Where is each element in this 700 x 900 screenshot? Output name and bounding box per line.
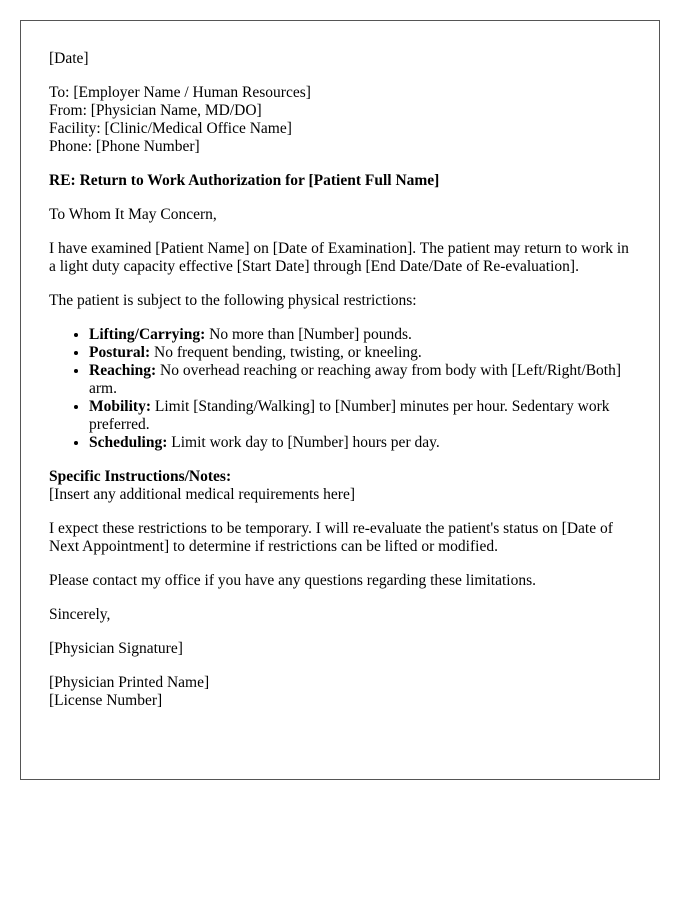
restriction-item-lifting [89,326,631,344]
letter-expectation: I expect these restrictions to be temporary. I will re-evaluate the patient's status on [Date of Next Appointment] to determine if restrictions can be lifted or modified. [49,520,613,555]
letter-intro: I have examined [Patient Name] on [Date of Examination]. The patient may return to work in a light duty capacity effective [Start Date] through [End Date/Date of Re-evaluation]. [49,240,629,275]
printed-name: [Physician Printed Name] [49,674,210,691]
notes-section [49,468,631,504]
restrictions-list [49,326,631,452]
restriction-label: Postural: [89,344,151,361]
letter-closing: Sincerely, [49,606,111,623]
restriction-label: Scheduling: [89,434,168,451]
header-from: From: [Physician Name, MD/DO] [49,102,262,119]
restriction-text: No overhead reaching or reaching away from body with [Left/Right/Both] arm. [89,362,622,397]
letter-header [49,84,631,156]
restriction-label: Mobility: [89,398,151,415]
signature-placeholder: [Physician Signature] [49,640,183,657]
restriction-text: Limit [Standing/Walking] to [Number] minutes per hour. Sedentary work preferred. [89,398,610,433]
header-phone: Phone: [Phone Number] [49,138,200,155]
restriction-text: No frequent bending, twisting, or kneeling. [150,344,422,361]
letter-page [20,20,660,780]
header-to: To: [Employer Name / Human Resources] [49,84,311,101]
letter-contact: Please contact my office if you have any questions regarding these limitations. [49,572,536,589]
letter-date: [Date] [49,50,89,67]
restriction-item-reaching [89,362,631,398]
restriction-label: Reaching: [89,362,157,379]
restriction-text: Limit work day to [Number] hours per day. [167,434,440,451]
restriction-item-postural [89,344,631,362]
restrictions-intro: The patient is subject to the following physical restrictions: [49,292,417,309]
restriction-item-scheduling [89,434,631,452]
restriction-label: Lifting/Carrying: [89,326,206,343]
restriction-text: No more than [Number] pounds. [205,326,412,343]
license-number: [License Number] [49,692,163,709]
letter-subject: RE: Return to Work Authorization for [Patient Full Name] [49,172,440,189]
letter-salutation: To Whom It May Concern, [49,206,217,223]
restriction-item-mobility [89,398,631,434]
signature-block [49,674,631,710]
header-facility: Facility: [Clinic/Medical Office Name] [49,120,292,137]
notes-heading: Specific Instructions/Notes: [49,468,232,485]
notes-text: [Insert any additional medical requirements here] [49,486,355,503]
